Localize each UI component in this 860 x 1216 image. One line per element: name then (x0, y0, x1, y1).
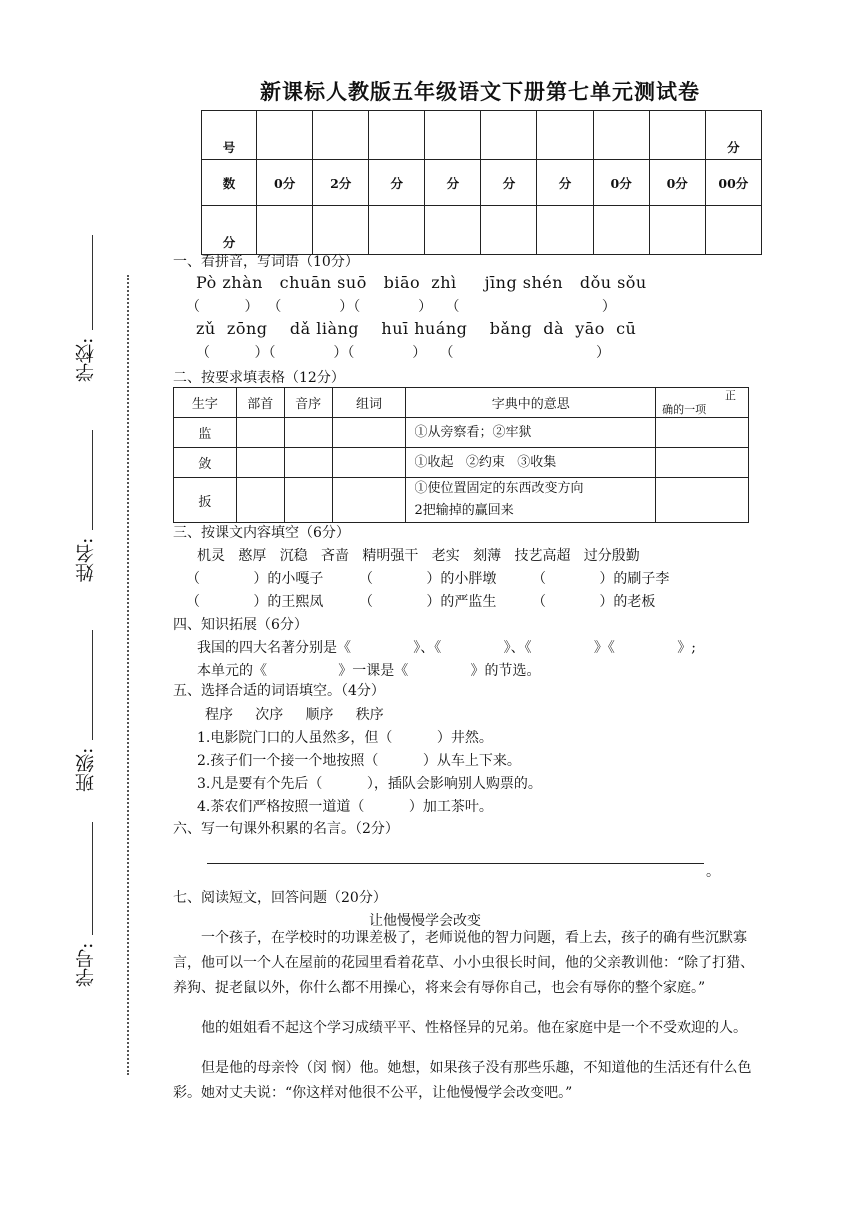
score-cell (537, 111, 593, 160)
score-cell: 0分 (257, 160, 313, 206)
pinyin-row-1: Pò zhàn chuān suō biāo zhì jīng shén dǒu sǒu (196, 273, 647, 292)
header-correct: 正 确的一项 (656, 388, 749, 418)
meaning-line-1: ①使位置固定的东西改变方向 (414, 481, 584, 496)
score-cell: 分 (425, 160, 481, 206)
score-row-label: 数 (202, 160, 257, 206)
header-char: 生字 (174, 388, 237, 418)
excerpt-line[interactable]: 本单元的《 》一课是《 》的节选。 (197, 663, 541, 679)
score-cell: 00分 (705, 160, 761, 206)
word-bank-3: 机灵 憨厚 沉稳 吝啬 精明强干 老实 刻薄 技艺高超 过分殷勤 (197, 548, 640, 564)
table-row (174, 418, 749, 448)
score-cell (593, 111, 649, 160)
phonetic-cell[interactable] (284, 478, 332, 523)
header-meaning: 字典中的意思 (406, 388, 656, 418)
fill-row-3-1[interactable]: （ ）的小嘎子 （ ）的小胖墩 （ ）的刷子李 (186, 571, 670, 587)
phonetic-cell[interactable] (284, 448, 332, 478)
score-row-label: 分 (202, 206, 257, 255)
correct-cell[interactable] (656, 478, 749, 523)
correct-cell[interactable] (656, 448, 749, 478)
story-title: 让他慢慢学会改变 (369, 913, 481, 929)
table-row (174, 448, 749, 478)
score-cell (313, 111, 369, 160)
score-table (201, 110, 762, 255)
correct-cell[interactable] (656, 418, 749, 448)
header-radical: 部首 (236, 388, 284, 418)
page-title: 新课标人教版五年级语文下册第七单元测试卷 (260, 79, 700, 104)
score-cell: 分 (369, 160, 425, 206)
meaning-cell (406, 478, 656, 523)
score-cell[interactable] (537, 206, 593, 255)
word-bank-5: 程序 次序 顺序 秩序 (205, 707, 384, 723)
header-word: 组词 (332, 388, 406, 418)
class-label: 班级: (75, 747, 97, 793)
section6-heading: 六、写一句课外积累的名言。（2分） (173, 821, 399, 837)
section4-heading: 四、知识拓展（6分） (173, 617, 308, 633)
score-cell[interactable] (313, 206, 369, 255)
section2-heading: 二、按要求填表格（12分） (173, 370, 345, 386)
score-cell[interactable] (425, 206, 481, 255)
section7-heading: 七、阅读短文，回答问题（20分） (173, 890, 387, 906)
score-cell[interactable] (257, 206, 313, 255)
phonetic-cell[interactable] (284, 418, 332, 448)
meaning-cell: ①从旁察看；②牢狱 (406, 418, 656, 448)
score-cell[interactable] (481, 206, 537, 255)
score-cell: 分 (481, 160, 537, 206)
number-label: 学号: (75, 942, 97, 988)
score-cell[interactable] (649, 206, 705, 255)
class-blank-line (92, 630, 93, 740)
score-row (202, 160, 762, 206)
score-cell (481, 111, 537, 160)
story-paragraph-3: 但是他的母亲怜（闵 悯）他。她想，如果孩子没有那些乐趣，不知道他的生活还有什么色彩。她对丈夫说：“你这样对他很不公平，让他慢慢学会改变吧。” (173, 1060, 752, 1101)
char-cell: 敛 (174, 448, 237, 478)
word-cell[interactable] (332, 448, 406, 478)
header-phonetic: 音序 (284, 388, 332, 418)
classics-line[interactable]: 我国的四大名著分别是《 》、《 》、《 》《 》; (197, 640, 696, 656)
score-cell (369, 111, 425, 160)
quote-answer-line[interactable] (207, 863, 704, 864)
char-cell: 监 (174, 418, 237, 448)
score-cell (425, 111, 481, 160)
radical-cell[interactable] (236, 448, 284, 478)
pinyin-row-2: zǔ zōng dǎ liàng huī huáng bǎng dà yāo cū (196, 319, 637, 338)
radical-cell[interactable] (236, 478, 284, 523)
table-row (174, 478, 749, 523)
quote-end-mark: 。 (706, 864, 720, 880)
score-cell[interactable] (593, 206, 649, 255)
score-row-label: 号 (202, 111, 257, 160)
fill-row-3-2[interactable]: （ ）的王熙凤 （ ）的严监生 （ ）的老板 (186, 594, 656, 610)
section5-heading: 五、选择合适的词语填空。（4分） (173, 683, 385, 699)
score-cell[interactable] (705, 206, 761, 255)
story-paragraph-1: 一个孩子，在学校时的功课差极了，老师说他的智力问题，看上去，孩子的确有些沉默寡言，他可以一个人在屋前的花园里看着花草、小小虫很长时间，他的父亲教训他：“除了打猎、养狗、捉老鼠以外，你什么都不用操心，将来会有辱你自己，也会有辱你的整个家庭。” (173, 930, 755, 996)
word-cell[interactable] (332, 478, 406, 523)
word-cell[interactable] (332, 418, 406, 448)
score-cell (257, 111, 313, 160)
meaning-line-2: 2把输掉的赢回来 (414, 503, 514, 518)
answer-brackets-row-2[interactable]: （ ）（ ）（ ） （ ） (196, 345, 610, 361)
score-row (202, 111, 762, 160)
section1-heading: 一、看拼音，写词语（10分） (173, 254, 359, 270)
meaning-cell: ①收起 ②约束 ③收集 (406, 448, 656, 478)
char-cell: 扳 (174, 478, 237, 523)
score-cell: 0分 (649, 160, 705, 206)
score-row (202, 206, 762, 255)
name-blank-line (92, 430, 93, 530)
binding-dotted-line (127, 275, 129, 1075)
list-item[interactable]: 1.电影院门口的人虽然多，但（ ）井然。 (197, 730, 493, 746)
score-cell: 0分 (593, 160, 649, 206)
score-cell (649, 111, 705, 160)
score-cell: 分 (537, 160, 593, 206)
list-item[interactable]: 4.茶农们严格按照一道道（ ）加工茶叶。 (197, 799, 493, 815)
name-label: 姓名: (75, 537, 97, 583)
school-blank-line (92, 235, 93, 330)
list-item[interactable]: 3.凡是要有个先后（ ），插队会影响别人购票的。 (197, 776, 542, 792)
radical-cell[interactable] (236, 418, 284, 448)
character-table-header (174, 388, 749, 418)
school-label: 学校: (75, 337, 97, 383)
list-item[interactable]: 2.孩子们一个接一个地按照（ ）从车上下来。 (197, 753, 521, 769)
number-blank-line (92, 822, 93, 935)
score-cell[interactable] (369, 206, 425, 255)
score-cell: 2分 (313, 160, 369, 206)
score-cell: 分 (705, 111, 761, 160)
answer-brackets-row-1[interactable]: （ ） （ ）（ ） （ ） (186, 299, 616, 315)
character-table (173, 387, 749, 523)
story-paragraph-2: 他的姐姐看不起这个学习成绩平平、性格怪异的兄弟。他在家庭中是一个不受欢迎的人。 (201, 1020, 747, 1036)
section3-heading: 三、按课文内容填空（6分） (173, 525, 350, 541)
